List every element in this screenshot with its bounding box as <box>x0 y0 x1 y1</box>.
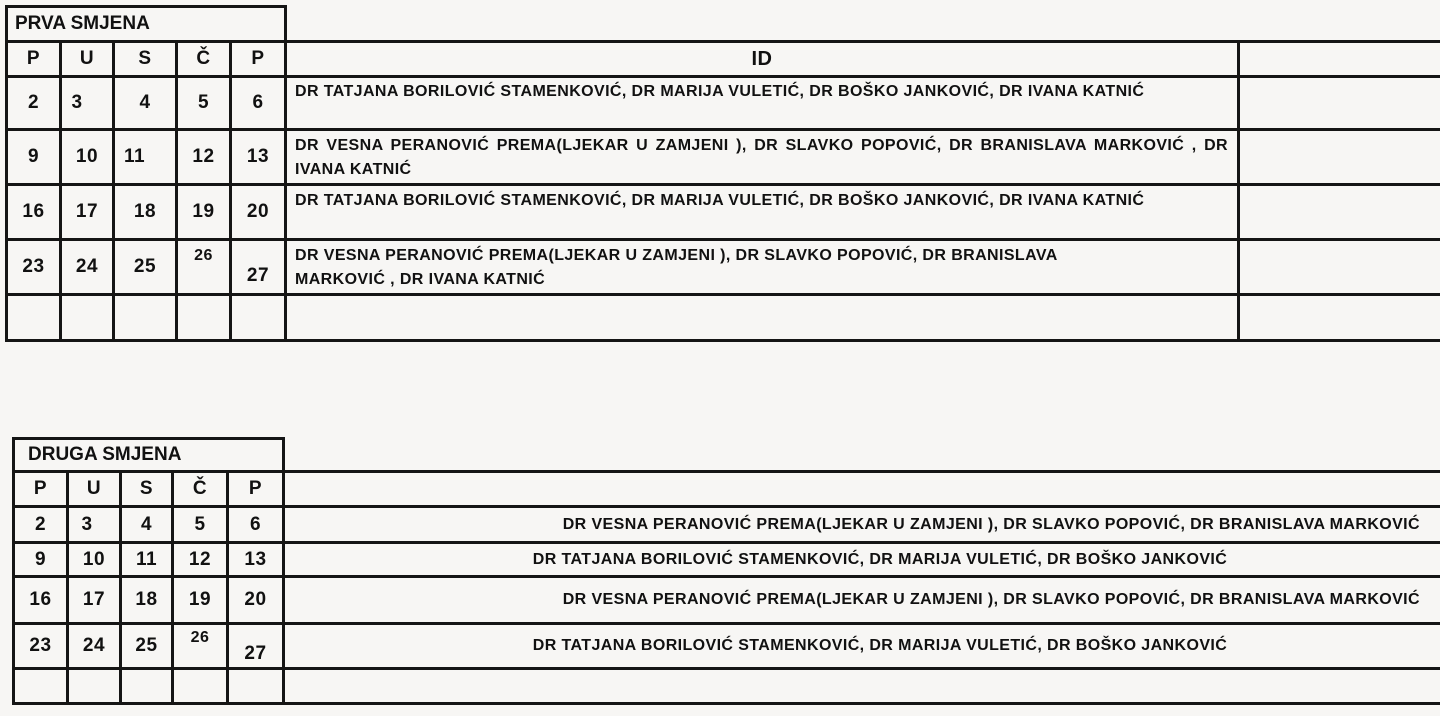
day-cell: 25 <box>135 635 158 656</box>
day-cell: 10 <box>82 548 106 570</box>
day-cell: 20 <box>246 201 270 222</box>
day-cell: 5 <box>197 92 210 113</box>
day-cell: 19 <box>188 589 212 610</box>
day-cell: 17 <box>75 201 99 222</box>
day-cell: 13 <box>246 146 270 167</box>
day-cell: 16 <box>29 589 52 610</box>
day-cell: 2 <box>34 513 47 535</box>
day-cell: 20 <box>244 589 267 610</box>
id-header: ID <box>751 47 773 70</box>
day-cell: 13 <box>244 548 267 570</box>
day-cell: 17 <box>82 589 106 610</box>
day-cell: 18 <box>135 589 158 610</box>
doctors-list: DR VESNA PERANOVIĆ PREMA(LJEKAR U ZAMJENI ), DR SLAVKO POPOVIĆ, DR BRANISLAVA MARKOVIĆ , DR IVANA KATNIĆ <box>295 137 1228 178</box>
day-cell: 16 <box>22 201 45 222</box>
day-cell: 11 <box>135 548 158 570</box>
day-cell: 10 <box>75 146 99 167</box>
day-header-fri: P <box>248 478 263 499</box>
day-header-mon: P <box>33 478 48 499</box>
day-cell: 19 <box>192 201 215 222</box>
second-shift-title: DRUGA SMJENA <box>28 444 182 465</box>
day-cell: 4 <box>140 513 153 535</box>
day-header-thu: Č <box>196 48 211 69</box>
day-cell: 5 <box>194 513 206 535</box>
day-cell: 4 <box>139 92 151 113</box>
day-cell: 6 <box>249 513 262 535</box>
day-header-tue: U <box>86 478 102 499</box>
day-cell: 27 <box>244 643 267 664</box>
day-header-mon: P <box>26 48 41 69</box>
day-cell: 12 <box>188 548 212 570</box>
day-cell: 23 <box>22 256 45 277</box>
day-cell: 23 <box>29 635 52 656</box>
day-cell: 26 <box>194 247 213 264</box>
day-cell: 6 <box>252 92 264 113</box>
first-shift-title: PRVA SMJENA <box>15 13 150 34</box>
day-header-wed: S <box>138 48 152 69</box>
day-cell: 25 <box>133 256 157 277</box>
doctors-list: DR TATJANA BORILOVIĆ STAMENKOVIĆ, DR MARIJA VULETIĆ, DR BOŠKO JANKOVIĆ, DR IVANA KATNIĆ <box>295 192 1145 209</box>
day-cell: 2 <box>27 92 40 113</box>
doctors-list: DR VESNA PERANOVIĆ PREMA(LJEKAR U ZAMJENI ), DR SLAVKO POPOVIĆ, DR BRANISLAVA MARKOVIĆ , DR IVANA KATNIĆ <box>295 247 1058 288</box>
day-header-tue: U <box>79 48 95 69</box>
doctors-list: DR VESNA PERANOVIĆ PREMA(LJEKAR U ZAMJENI ), DR SLAVKO POPOVIĆ, DR BRANISLAVA MARKOVIĆ <box>562 515 1420 533</box>
day-header-wed: S <box>139 478 154 499</box>
day-cell: 9 <box>34 548 47 570</box>
day-cell: 11 <box>123 146 146 167</box>
day-cell: 12 <box>192 146 215 167</box>
day-cell: 3 <box>81 513 93 535</box>
day-header-fri: P <box>251 48 265 69</box>
doctors-list: DR TATJANA BORILOVIĆ STAMENKOVIĆ, DR MARIJA VULETIĆ, DR BOŠKO JANKOVIĆ <box>532 550 1228 568</box>
doctors-list: DR TATJANA BORILOVIĆ STAMENKOVIĆ, DR MARIJA VULETIĆ, DR BOŠKO JANKOVIĆ <box>532 637 1228 654</box>
doctors-list: DR TATJANA BORILOVIĆ STAMENKOVIĆ, DR MARIJA VULETIĆ, DR BOŠKO JANKOVIĆ, DR IVANA KATNIĆ <box>295 83 1145 100</box>
doctors-list: DR VESNA PERANOVIĆ PREMA(LJEKAR U ZAMJENI ), DR SLAVKO POPOVIĆ, DR BRANISLAVA MARKOVIĆ <box>562 591 1420 608</box>
day-header-thu: Č <box>192 478 208 499</box>
day-cell: 9 <box>27 146 40 167</box>
day-cell: 24 <box>75 256 99 277</box>
day-cell: 26 <box>190 629 210 646</box>
day-cell: 24 <box>82 635 106 656</box>
day-cell: 27 <box>246 265 270 286</box>
day-cell: 3 <box>71 92 83 113</box>
day-cell: 18 <box>133 201 157 222</box>
